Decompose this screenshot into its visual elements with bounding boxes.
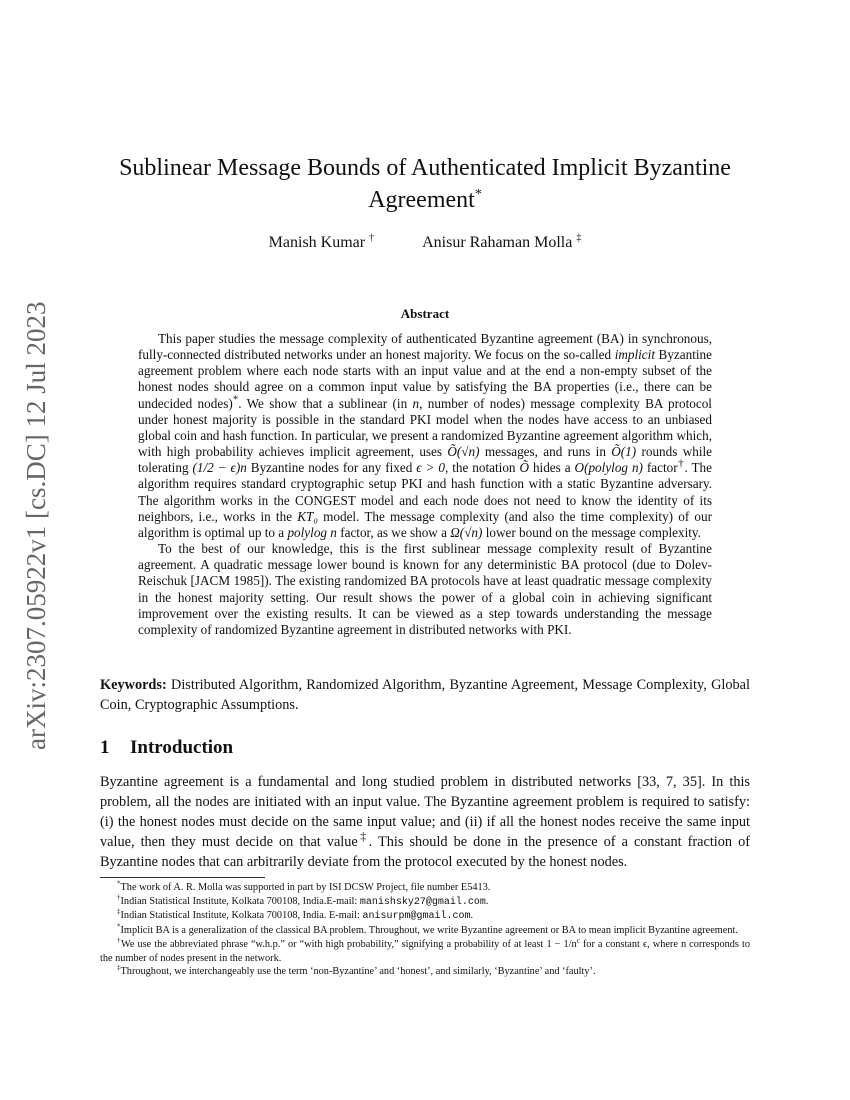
section-title: Introduction: [130, 737, 234, 758]
abstract-text: rounds while tolerating: [138, 444, 712, 476]
math-inline: KT₀: [297, 508, 318, 524]
footnote-ref: ‡: [357, 829, 369, 844]
title-footnote-mark: *: [474, 187, 482, 202]
title-line-1: Sublinear Message Bounds of Authenticated Implicit Byzantine: [119, 155, 731, 181]
math-inline: Õ: [519, 460, 529, 476]
abstract-text: model. The message complexity (and also the time complexity) of our algorithm is optimal up to a: [138, 508, 712, 540]
footnote-rule: [100, 877, 265, 878]
paper-title: [100, 152, 750, 216]
intro-text: . This should be done in the presence of a constant fraction of Byzantine nodes that can arbitrarily deviate from the protocol executed by the honest nodes.: [100, 834, 751, 871]
footnote-3: [100, 909, 750, 924]
math-superscript: c: [576, 936, 580, 945]
abstract-heading: Abstract: [400, 306, 450, 321]
abstract-text: lower bound on the message complexity.: [482, 524, 701, 540]
keywords-label: Keywords:: [100, 677, 167, 693]
footnote-mark: ‡: [117, 963, 121, 972]
math-inline: O(polylog n): [574, 460, 643, 476]
title-line-2: [100, 184, 750, 216]
footnote-text: Indian Statistical Institute, Kolkata 700108, India.E-mail:: [120, 895, 360, 907]
footnote-mark: *: [117, 879, 121, 888]
footnote-mark: *: [117, 922, 121, 931]
arxiv-identifier: arXiv:2307.05922v1 [cs.DC] 12 Jul 2023: [21, 301, 51, 750]
abstract-text: Byzantine agreement problem where each node starts with an input value and at the end a non-empty subset of the honest nodes should agree on a common input value by satisfying the BA properties (i.e., there can be undecided nodes): [138, 347, 713, 411]
intro-paragraph-1: [100, 772, 750, 872]
intro-text: Byzantine agreement is a fundamental and long studied problem in distributed networks [33, 7, 35]. In this problem, all the nodes are initiated with an input value. The Byzantine agreement problem is required to satisfy: (i) the honest nodes must decide on the same input value; and (ii) if all the honest nodes receive the same input value, then they must decide on that value: [100, 774, 750, 851]
footnote-mark: ‡: [117, 907, 121, 916]
footnote-ref: *: [232, 393, 239, 406]
math-inline: (1/2 − ϵ)n: [192, 460, 247, 476]
author-1-name: Manish Kumar: [268, 234, 366, 251]
author-2: [422, 234, 581, 252]
math-inline: polylog n: [287, 524, 337, 540]
abstract-text: factor, as we show a: [336, 524, 451, 540]
footnotes: [100, 881, 750, 979]
footnote-4: [100, 924, 750, 938]
math-inline: n: [412, 395, 420, 411]
abstract-text: , the notation: [444, 460, 520, 476]
footnote-text: for a constant ϵ, where n corresponds to the number of nodes present in the network.: [100, 938, 751, 964]
footnote-6: [100, 965, 750, 979]
footnote-text: Implicit BA is a generalization of the classical BA problem. Throughout, we write Byzantine agreement or BA to mean implicit Byzantine agreement.: [120, 925, 738, 937]
author-2-mark: ‡: [576, 232, 582, 244]
math-inline: ϵ > 0: [416, 460, 445, 476]
author-list: [100, 234, 750, 252]
intro-body: [100, 772, 750, 872]
abstract-text: . The algorithm requires standard cryptographic setup PKI and hash function with a static Byzantine adversary. The algorithm works in the CONGEST model and each node does not need to know the identity of its neighbors, i.e., works in the: [138, 460, 712, 524]
abstract-text: messages, and runs in: [479, 444, 612, 460]
abstract-text: , number of nodes) message complexity BA protocol under honest majority is possible in the standard PKI model when the nodes have access to an unbiased global coin and hash function. In particular, we present a randomized Byzantine agreement algorithm which, with high probability achieves implicit agreement, uses: [138, 395, 712, 460]
footnote-text: The work of A. R. Molla was supported in part by ISI DCSW Project, file number E5413.: [120, 882, 491, 893]
footnote-5: [100, 938, 750, 965]
abstract-paragraph-1: [138, 331, 712, 541]
footnote-ref: †: [677, 457, 685, 470]
author-1-mark: †: [369, 232, 375, 244]
math-inline: Õ(√n): [447, 444, 480, 460]
footnote-2: [100, 895, 750, 910]
abstract-text: hides a: [529, 460, 575, 476]
abstract-text: Byzantine nodes for any fixed: [246, 460, 417, 476]
section-heading: [100, 737, 233, 759]
footnote-1: [100, 881, 750, 895]
footnote-mark: †: [117, 936, 121, 945]
abstract-emphasis-implicit: implicit: [614, 347, 655, 363]
abstract-text: factor: [642, 460, 678, 476]
email-link[interactable]: anisurpm@gmail.com: [362, 911, 471, 923]
footnote-mark: †: [117, 893, 121, 902]
footnote-text: We use the abbreviated phrase “w.h.p.” or “with high probability,” signifying a probability of at least 1 − 1/n: [121, 938, 577, 950]
abstract-text: . We show that a sublinear (in: [238, 395, 413, 411]
math-inline: Ω(√n): [450, 524, 483, 540]
keywords-text: Distributed Algorithm, Randomized Algorithm, Byzantine Agreement, Message Complexity, Global Coin, Cryptographic Assumptions.: [100, 677, 750, 713]
footnote-text: Indian Statistical Institute, Kolkata 700108, India. E-mail:: [120, 910, 363, 922]
author-2-name: Anisur Rahaman Molla: [422, 234, 573, 251]
abstract-paragraph-2: To the best of our knowledge, this is the first sublinear message complexity result of Byzantine agreement. A quadratic message lower bound is known for any deterministic BA protocol (due to Dolev-Reischuk [JACM 1985]). The existing randomized BA protocols have at least quadratic message complexity in the honest majority setting. Our result shows the power of a global coin in achieving significant improvement over the existing results. It can be viewed as a step towards understanding the message complexity of randomized Byzantine agreement in distributed networks with PKI.: [138, 541, 712, 637]
footnote-text: .: [485, 895, 489, 907]
abstract-body: [138, 331, 712, 638]
math-inline: Õ(1): [611, 444, 637, 460]
footnote-text: .: [470, 910, 474, 922]
abstract-text: This paper studies the message complexity of authenticated Byzantine agreement (BA) in synchronous, fully-connected distributed networks under an honest majority. We focus on the so-called: [138, 331, 712, 363]
title-line-2-text: Agreement: [368, 187, 475, 213]
footnote-text: Throughout, we interchangeably use the term ‘non-Byzantine’ and ‘honest’, and similarly, ‘Byzantine’ and ‘faulty’.: [120, 966, 596, 978]
keywords: [100, 675, 750, 715]
email-link[interactable]: manishsky27@gmail.com: [359, 896, 486, 908]
author-1: [269, 234, 374, 252]
section-number: 1: [100, 737, 110, 758]
